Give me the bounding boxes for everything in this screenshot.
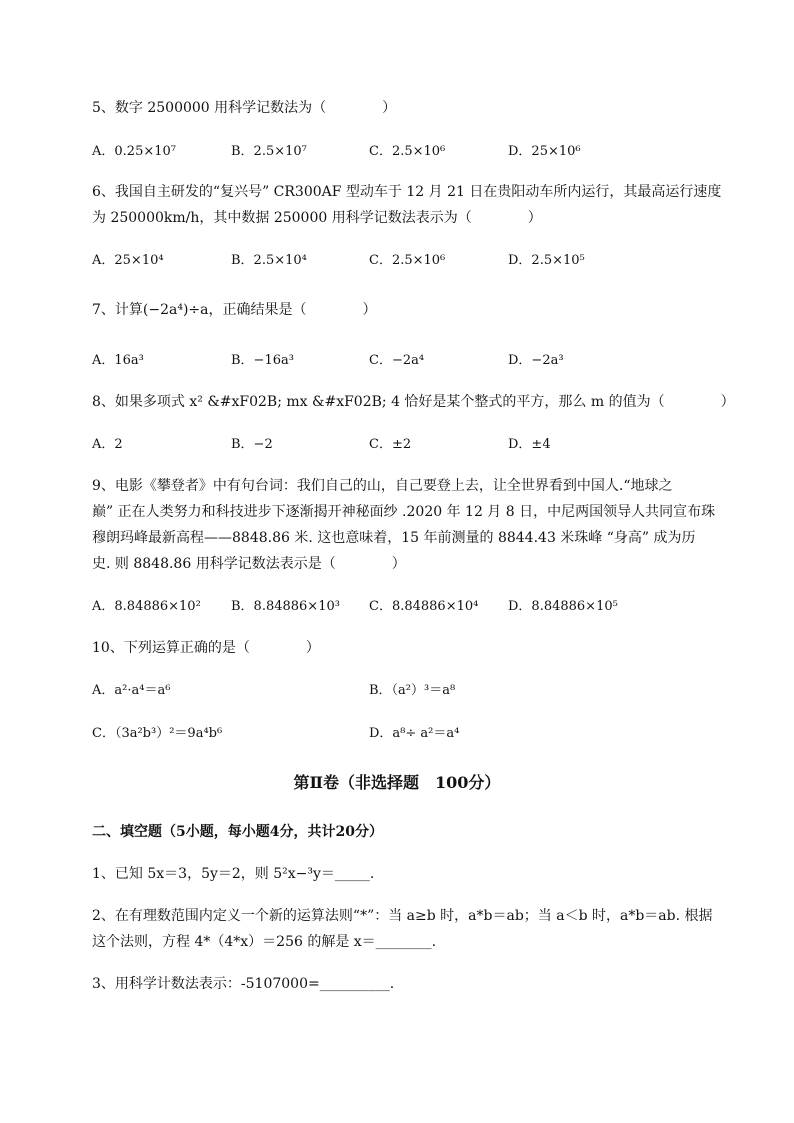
question-5-option-d: D．25×10⁶ <box>508 144 581 159</box>
question-9-stem-line-2: 巅” 正在人类努力和科技进步下逐渐揭开神秘面纱 .2020 年 12 月 8 日，中尼两国领导人共同宣布珠 <box>92 504 716 520</box>
question-10-option-c: C．（3a²b³）²＝9a⁴b⁶ <box>92 726 223 741</box>
question-6-stem-line-2: 为 250000km/h，其中数据 250000 用科学记数法表示为（ ） <box>92 210 542 226</box>
question-5-option-c: C．2.5×10⁶ <box>369 144 446 159</box>
question-8-stem: 8、如果多项式 x² &#xF02B; mx &#xF02B; 4 恰好是某个整式的平方，那么 m 的值为（ ） <box>92 394 735 410</box>
part2-heading: 二、填空题（5小题，每小题4分，共计20分） <box>92 824 383 840</box>
question-10-option-d: D．a⁸÷ a²＝a⁴ <box>369 726 460 741</box>
question-9-option-b: B．8.84886×10³ <box>231 599 340 614</box>
question-8-option-b: B．−2 <box>231 437 273 452</box>
question-9-stem-line-4: 史. 则 8848.86 用科学记数法表示是（ ） <box>92 556 406 572</box>
question-10-option-b: B．（a²）³＝a⁸ <box>369 683 456 698</box>
question-10-stem: 10、下列运算正确的是（ ） <box>92 640 320 656</box>
question-10-option-a: A．a²·a⁴＝a⁶ <box>92 683 171 698</box>
question-8-option-c: C．±2 <box>369 437 412 452</box>
question-8-option-d: D．±4 <box>508 437 551 452</box>
question-6-option-b: B．2.5×10⁴ <box>231 253 307 268</box>
question-9-option-c: C．8.84886×10⁴ <box>369 599 479 614</box>
question-7-option-b: B．−16a³ <box>231 353 294 368</box>
question-9-option-d: D．8.84886×10⁵ <box>508 599 618 614</box>
fill-question-3: 3、用科学计数法表示：-5107000=__________. <box>92 976 395 992</box>
question-7-stem: 7、计算(−2a⁴)÷a，正确结果是（ ） <box>92 302 377 318</box>
section-title: 第Ⅱ卷（非选择题 100分） <box>293 773 501 792</box>
question-6-option-c: C．2.5×10⁶ <box>369 253 446 268</box>
question-6-option-a: A．25×10⁴ <box>92 253 164 268</box>
fill-question-2-line-2: 这个法则，方程 4*（4*x）＝256 的解是 x＝________. <box>92 934 437 950</box>
question-9-stem-line-3: 穆朗玛峰最新高程——8848.86 米. 这也意味着，15 年前测量的 8844.43 米珠峰 “身高” 成为历 <box>92 530 696 546</box>
question-9-option-a: A．8.84886×10² <box>92 599 201 614</box>
fill-question-2-line-1: 2、在有理数范围内定义一个新的运算法则“*”：当 a≥b 时，a*b＝ab；当 a＜b 时，a*b＝ab. 根据 <box>92 908 713 924</box>
question-6-stem-line-1: 6、我国自主研发的“复兴号” CR300AF 型动车于 12 月 21 日在贵阳动车所内运行，其最高运行速度 <box>92 184 722 200</box>
question-5-option-b: B．2.5×10⁷ <box>231 144 307 159</box>
question-7-option-c: C．−2a⁴ <box>369 353 425 368</box>
question-7-option-a: A．16a³ <box>92 353 144 368</box>
question-5-option-a: A．0.25×10⁷ <box>92 144 176 159</box>
question-8-option-a: A．2 <box>92 437 123 452</box>
question-5-stem: 5、数字 2500000 用科学记数法为（ ） <box>92 100 397 116</box>
question-6-option-d: D．2.5×10⁵ <box>508 253 585 268</box>
fill-question-1: 1、已知 5x＝3，5y＝2，则 5²x−³y＝_____. <box>92 866 375 882</box>
question-7-option-d: D．−2a³ <box>508 353 564 368</box>
question-9-stem-line-1: 9、电影《攀登者》中有句台词：我们自己的山，自己要登上去，让全世界看到中国人.“地球之 <box>92 478 673 494</box>
